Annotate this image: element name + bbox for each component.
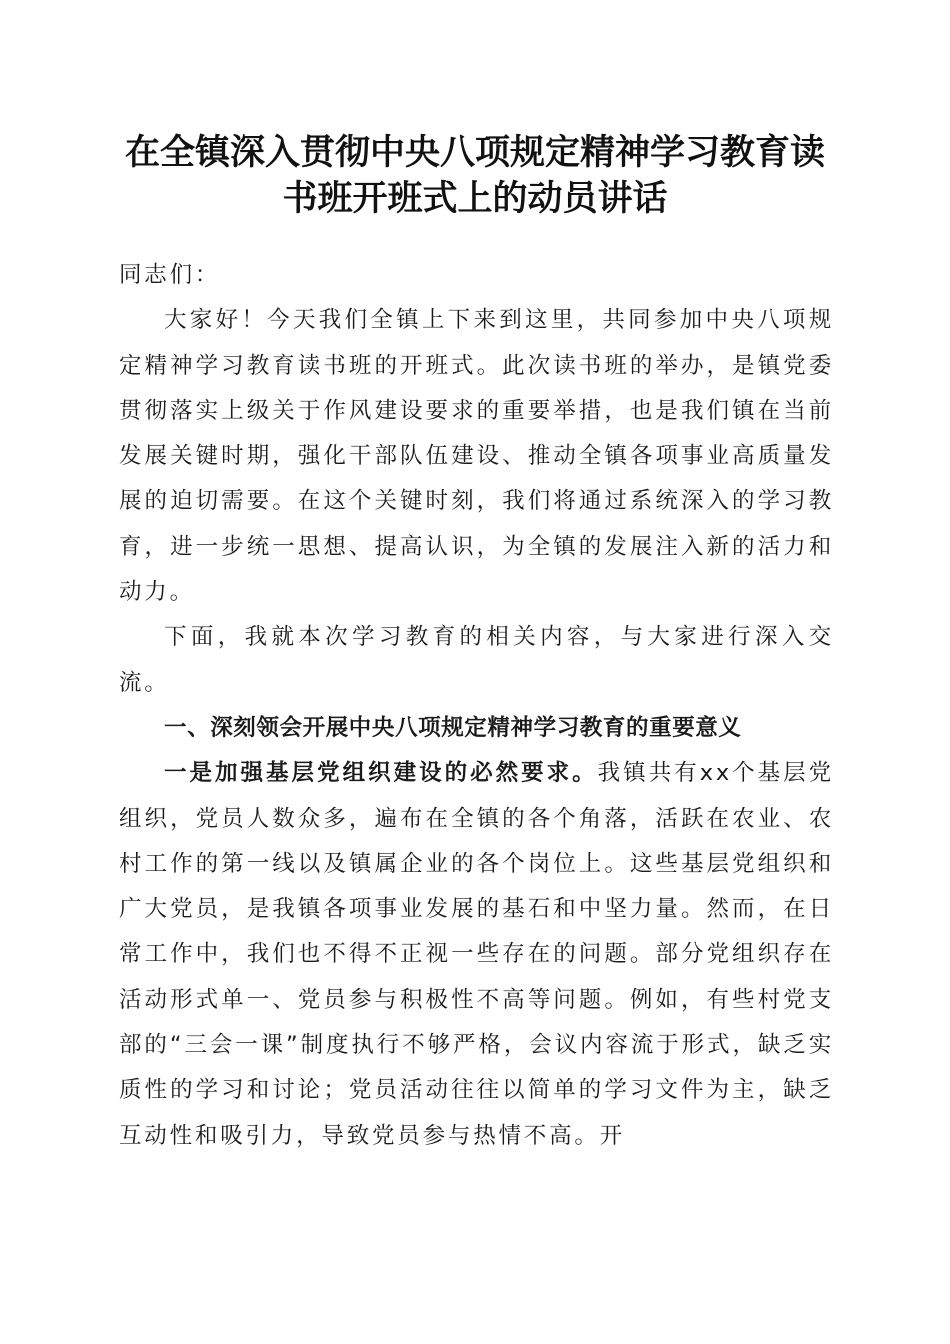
- point-1-lead: 一是加强基层党组织建设的必然要求。: [164, 760, 598, 787]
- point-1-text: 我镇共有xx个基层党组织，党员人数众多，遍布在全镇的各个角落，活跃在农业、农村工作的第一线以及镇属企业的各个岗位上。这些基层党组织和广大党员，是我镇各项事业发展的基石和中坚力量。然而，在日常工作中，我们也不得不正视一些存在的问题。部分党组织存在活动形式单一、党员参与积极性不高等问题。例如，有些村党支部的“三会一课”制度执行不够严格，会议内容流于形式，缺乏实质性的学习和讨论；党员活动往往以简单的学习文件为主，缺乏互动性和吸引力，导致党员参与热情不高。开: [119, 760, 834, 1149]
- document-title: [100, 130, 850, 222]
- document-body: [119, 253, 834, 1159]
- paragraph-transition: 下面，我就本次学习教育的相关内容，与大家进行深入交流。: [119, 624, 834, 696]
- salutation: 同志们：: [119, 262, 221, 288]
- title-line-1: 在全镇深入贯彻中央八项规定精神学习教育读: [124, 132, 825, 173]
- title-line-2: 书班开班式上的动员讲话: [282, 178, 668, 219]
- paragraph-intro: 大家好！今天我们全镇上下来到这里，共同参加中央八项规定精神学习教育读书班的开班式。此次读书班的举办，是镇党委贯彻落实上级关于作风建设要求的重要举措，也是我们镇在当前发展关键时期，强化干部队伍建设、推动全镇各项事业高质量发展的迫切需要。在这个关键时刻，我们将通过系统深入的学习教育，进一步统一思想、提高认识，为全镇的发展注入新的活力和动力。: [119, 307, 834, 606]
- section-heading-1: 一、深刻领会开展中央八项规定精神学习教育的重要意义: [164, 714, 742, 741]
- paragraph-point-1: [119, 751, 834, 1159]
